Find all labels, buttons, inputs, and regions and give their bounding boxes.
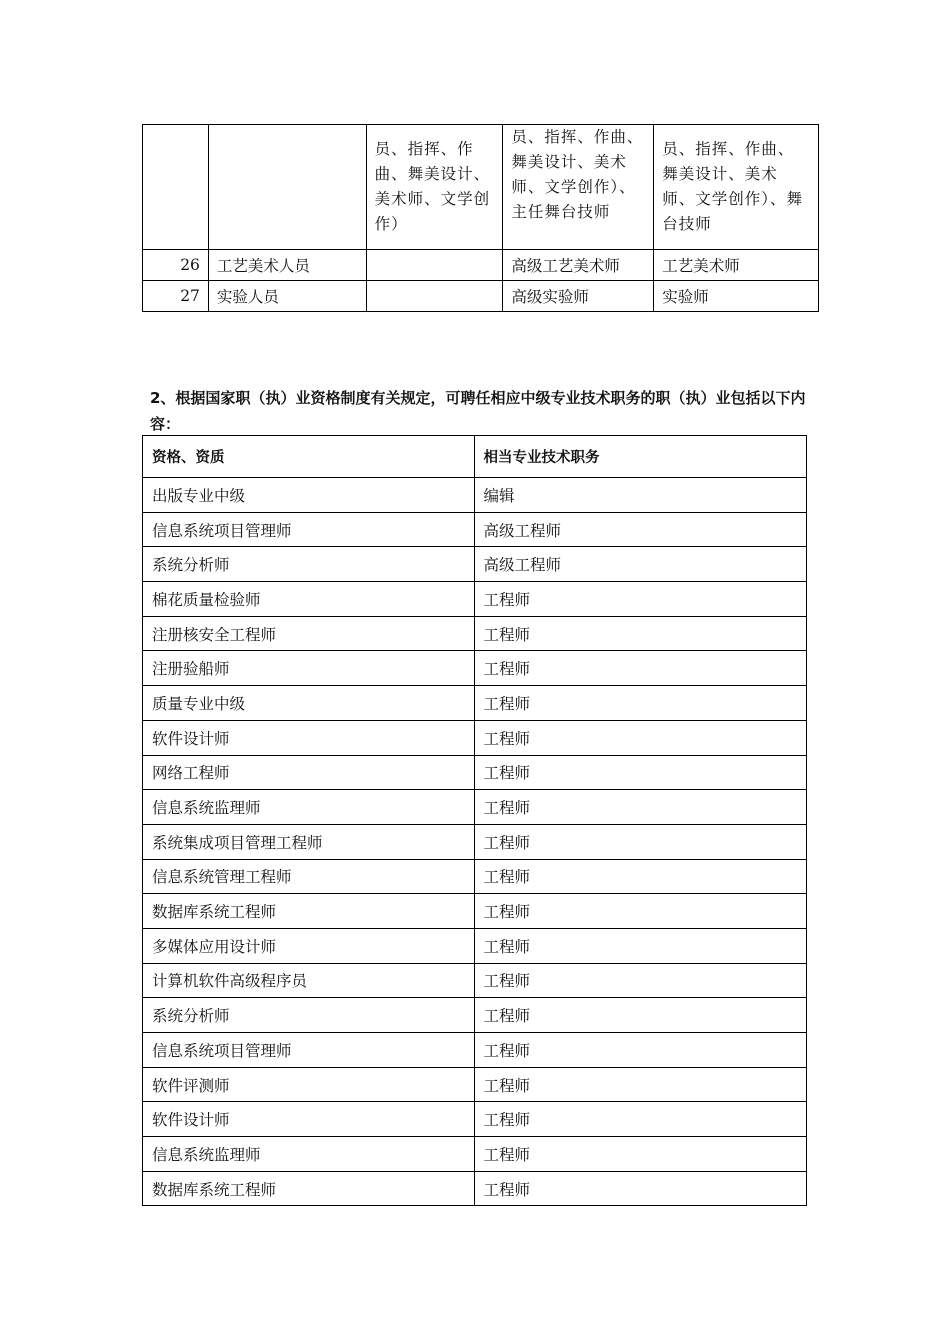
table-row [143, 686, 807, 721]
table-row [143, 720, 807, 755]
equivalent-title-cell: 工程师 [474, 963, 807, 998]
table-row [143, 512, 807, 547]
equivalent-title-cell: 工程师 [474, 755, 807, 790]
equivalent-title-cell: 工程师 [474, 651, 807, 686]
equivalent-title-cell: 工程师 [474, 824, 807, 859]
equivalent-title-cell: 工程师 [474, 582, 807, 617]
table-row [143, 547, 807, 582]
equivalent-title-cell: 工程师 [474, 686, 807, 721]
vice-senior-title-cell: 高级工艺美术师 [503, 250, 654, 281]
qualification-cell: 数据库系统工程师 [143, 1171, 475, 1206]
intermediate-title-cell: 工艺美术师 [654, 250, 819, 281]
qualification-cell: 信息系统监理师 [143, 1137, 475, 1172]
number-cell: 26 [143, 250, 209, 281]
table-row [143, 250, 819, 281]
qualification-cell: 系统集成项目管理工程师 [143, 824, 475, 859]
equivalent-title-cell: 工程师 [474, 790, 807, 825]
qualification-cell: 数据库系统工程师 [143, 894, 475, 929]
equivalent-title-cell: 工程师 [474, 1067, 807, 1102]
table-row [143, 1137, 807, 1172]
table-row [143, 1033, 807, 1068]
equivalent-title-cell: 工程师 [474, 1033, 807, 1068]
table-row [143, 998, 807, 1033]
qualification-equivalence-table [142, 435, 807, 1206]
senior-title-cell: 员、指挥、作曲、舞美设计、美术师、文学创作） [366, 125, 503, 250]
table-row [143, 125, 819, 250]
equivalent-title-cell: 工程师 [474, 1171, 807, 1206]
table-row [143, 582, 807, 617]
vice-senior-title-cell: 高级实验师 [503, 281, 654, 312]
header-qualification: 资格、资质 [143, 436, 475, 478]
equivalent-title-cell: 工程师 [474, 1137, 807, 1172]
qualification-cell: 注册验船师 [143, 651, 475, 686]
qualification-cell: 多媒体应用设计师 [143, 928, 475, 963]
qualification-cell: 系统分析师 [143, 998, 475, 1033]
table-row [143, 616, 807, 651]
table-row [143, 824, 807, 859]
table-row [143, 1102, 807, 1137]
intermediate-title-cell: 员、指挥、作曲、舞美设计、美术师、文学创作）、舞台技师 [654, 125, 819, 250]
senior-title-cell [366, 281, 503, 312]
equivalent-title-cell: 工程师 [474, 720, 807, 755]
table-row [143, 478, 807, 513]
qualification-cell: 计算机软件高级程序员 [143, 963, 475, 998]
professional-title-table-continued [142, 124, 819, 312]
equivalent-title-cell: 编辑 [474, 478, 807, 513]
equivalent-title-cell: 高级工程师 [474, 512, 807, 547]
intermediate-title-cell: 实验师 [654, 281, 819, 312]
qualification-cell: 软件评测师 [143, 1067, 475, 1102]
name-cell [208, 125, 366, 250]
table-row [143, 281, 819, 312]
qualification-cell: 质量专业中级 [143, 686, 475, 721]
number-cell: 27 [143, 281, 209, 312]
qualification-cell: 棉花质量检验师 [143, 582, 475, 617]
table-row [143, 790, 807, 825]
number-cell [143, 125, 209, 250]
equivalent-title-cell: 工程师 [474, 1102, 807, 1137]
table-row [143, 651, 807, 686]
senior-title-cell [366, 250, 503, 281]
table-row [143, 859, 807, 894]
equivalent-title-cell: 高级工程师 [474, 547, 807, 582]
header-equivalent-title: 相当专业技术职务 [474, 436, 807, 478]
vice-senior-title-cell: 员、指挥、作曲、舞美设计、美术师、文学创作）、主任舞台技师 [503, 125, 654, 250]
qualification-cell: 系统分析师 [143, 547, 475, 582]
qualification-cell: 软件设计师 [143, 720, 475, 755]
table-row [143, 755, 807, 790]
section-heading: 2、根据国家职（执）业资格制度有关规定，可聘任相应中级专业技术职务的职（执）业包括以下内容： [150, 389, 806, 433]
table-row [143, 1171, 807, 1206]
name-cell: 实验人员 [208, 281, 366, 312]
qualification-cell: 信息系统管理工程师 [143, 859, 475, 894]
table-row [143, 963, 807, 998]
qualification-cell: 信息系统项目管理师 [143, 1033, 475, 1068]
qualification-cell: 软件设计师 [143, 1102, 475, 1137]
equivalent-title-cell: 工程师 [474, 928, 807, 963]
qualification-cell: 注册核安全工程师 [143, 616, 475, 651]
qualification-cell: 信息系统监理师 [143, 790, 475, 825]
qualification-cell: 信息系统项目管理师 [143, 512, 475, 547]
name-cell: 工艺美术人员 [208, 250, 366, 281]
equivalent-title-cell: 工程师 [474, 894, 807, 929]
equivalent-title-cell: 工程师 [474, 616, 807, 651]
table-row [143, 894, 807, 929]
table-row [143, 1067, 807, 1102]
equivalent-title-cell: 工程师 [474, 859, 807, 894]
qualification-cell: 网络工程师 [143, 755, 475, 790]
table-row [143, 928, 807, 963]
qualification-cell: 出版专业中级 [143, 478, 475, 513]
table-header-row [143, 436, 807, 478]
equivalent-title-cell: 工程师 [474, 998, 807, 1033]
